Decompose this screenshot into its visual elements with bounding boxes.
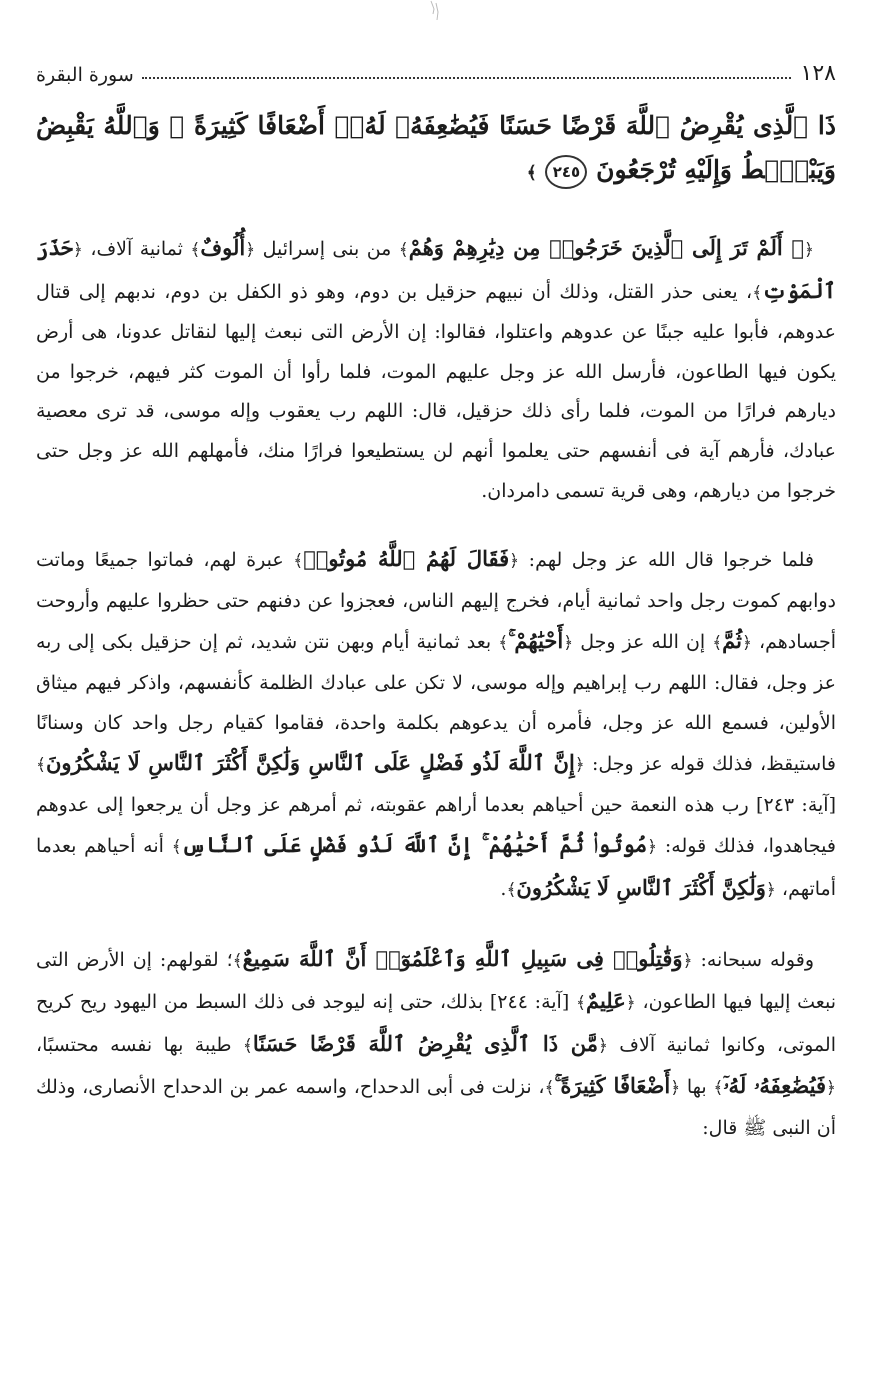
quran-quote: ثُمَّ — [722, 628, 742, 654]
commentary-text: . — [500, 877, 507, 900]
ornamental-bracket: ﴿ — [670, 1078, 681, 1099]
commentary-text: فلما خرجوا قال الله عز وجل لهم: — [519, 549, 814, 572]
commentary-text: طيبة بها نفسه محتسبًا، — [36, 1033, 243, 1056]
quran-quote: فَقَالَ لَهُمُ ٱللَّهُ مُوتُوا۟ — [303, 546, 510, 572]
ornamental-bracket: ﴿ — [245, 240, 256, 260]
ornamental-bracket: ﴿ — [765, 879, 776, 900]
ornamental-bracket: ﴾ — [544, 1078, 555, 1099]
quran-quote: مَّن ذَا ٱلَّذِى يُقْرِضُ ٱللَّهَ قَرْضًا حَسَنًا — [252, 1030, 598, 1056]
commentary-text: أنه أحياهم بعدما أماتهم، — [36, 835, 836, 900]
commentary-text: [آية: ٢٤٤] بذلك، حتى إنه ليوجد فى ذلك السبط من اليهود ريح كريح الموتى، وكانوا ثمانية آلاف — [36, 991, 836, 1056]
ornamental-bracket: ﴾ — [398, 240, 409, 260]
ornamental-bracket: ﴿ — [563, 633, 574, 654]
quran-quote: أَضْعَافًا كَثِيرَةً ۚ — [554, 1073, 671, 1099]
commentary-text: ثمانية آلاف، — [82, 238, 191, 260]
quran-quote: فَيُضَٰعِفَهُۥ لَهُۥٓ — [723, 1073, 827, 1099]
quran-verse-text: ذَا ٱلَّذِى يُقْرِضُ ٱللَّهَ قَرْضًا حَسَنًا فَيُضَٰعِفَهُۥ لَهُۥٓ أَضْعَافًا كَثِيرَةً ۚ وَٱللَّهُ يَقْبِضُ وَيَبْصُۜطُ وَإِلَيْهِ تُرْجَعُونَ — [36, 111, 836, 184]
page-number: ١٢٨ — [800, 61, 836, 86]
ornamental-bracket: ﴾ — [242, 1035, 253, 1056]
ornamental-bracket: ﴾ — [36, 755, 46, 776]
commentary-paragraph-3 — [36, 939, 836, 1149]
page — [36, 52, 836, 1148]
quran-quote: إِنَّ ٱللَّهَ لَذُو فَضْلٍ عَلَى ٱلنَّاسِ وَلَٰكِنَّ أَكْثَرَ ٱلنَّاسِ لَا يَشْكُرُونَ — [45, 750, 575, 776]
commentary-paragraph-1 — [36, 228, 836, 511]
quran-verse-continuation — [36, 104, 836, 195]
ornamental-bracket: ﴾ — [506, 879, 517, 900]
ornamental-bracket: ﴿ — [509, 551, 520, 572]
scan-mark — [428, 0, 442, 22]
commentary-text: وقوله سبحانه: — [692, 948, 815, 971]
commentary-text: من بنى إسرائيل — [255, 238, 399, 260]
ornamental-bracket: ﴾ — [232, 950, 243, 971]
running-header — [36, 52, 836, 86]
ornamental-bracket: ﴿ — [682, 950, 693, 971]
commentary-text: عبرة لهم، فماتوا جميعًا وماتت دوابهم كموت رجل واحد ثمانية أيام، فخرج إليهم الناس، فعجزوا عن دفنهم حتى حظروا عليهم وأروحت أجسادهم، — [36, 549, 837, 654]
ornamental-bracket: ﴾ — [190, 240, 201, 260]
quran-quote: أُلُوفٌ — [200, 235, 246, 260]
commentary-text: ؛ لقولهم: إن الأرض التى نبعث إليها فيها الطاعون، — [36, 948, 836, 1014]
commentary-text: [آية: ٢٤٣] رب هذه النعمة حين أحياهم بعدما أراهم عقوبته، ثم أمرهم عز وجل أن يرجعوا إلى عدوهم فيجاهدوا، فذلك قوله: — [36, 793, 836, 858]
quran-quote: ۞ أَلَمْ تَرَ إِلَى ٱلَّذِينَ خَرَجُوا۟ مِن دِيَٰرِهِمْ وَهُمْ — [408, 235, 805, 260]
ornamental-bracket: ﴿ — [742, 633, 752, 654]
ayah-number-marker: ٢٤٥ — [545, 155, 587, 189]
ornamental-bracket: ﴿ — [72, 240, 83, 260]
commentary-text: ، نزلت فى أبى الدحداح، واسمه عمر بن الدحداح الأنصارى، وذلك أن النبى ﷺ قال: — [36, 1076, 836, 1139]
commentary-text: بعد ثمانية أيام وبهن نتن شديد، ثم إن حزقيل بكى إلى ربه عز وجل، فقال: اللهم رب إبراهيم وإله موسى، لا تكن على عبادك الظلمة كأنفسهم، واذكر فيهم ميثاق الأولين، فسمع الله عز وجل، فأمره أن يدعوهم بكلمة واحدة، فقاموا كقيام رجل واحد كان وسنانًا فاستيقظ، فذلك قوله عز وجل: — [36, 631, 836, 776]
commentary-text: بها — [680, 1076, 714, 1099]
ornamental-bracket: ﴾ — [752, 282, 763, 303]
quran-quote: أَحْيَٰهُمْ ۚ — [508, 628, 564, 654]
ornamental-bracket: ﴾ — [293, 551, 304, 572]
quran-quote: وَلَٰكِنَّ أَكْثَرَ ٱلنَّاسِ لَا يَشْكُرُونَ — [516, 874, 766, 900]
ornamental-bracket: ﴾ — [713, 1078, 724, 1099]
ornamental-bracket: ﴿ — [647, 837, 658, 858]
surah-name: سورة البقرة — [36, 64, 134, 86]
ornamental-bracket: ﴾ — [498, 633, 509, 654]
ornamental-bracket: ﴾ — [171, 837, 182, 858]
quran-quote: مُوتُوا۟ ثُمَّ أَحْيَٰهُمْ ۚ إِنَّ ٱللَّهَ لَذُو فَضْلٍ عَلَى ٱلنَّاسِ — [181, 832, 648, 858]
ornamental-bracket: ﴾ — [576, 993, 586, 1014]
ornamental-bracket: ﴿ — [625, 993, 636, 1014]
quran-quote: عَلِيمٌ — [585, 988, 626, 1014]
ornamental-bracket: ﴿ — [597, 1035, 608, 1056]
ornamental-bracket: ﴿ — [804, 240, 815, 260]
quran-quote: حَذَرَ ٱلْمَوْتِ — [36, 235, 836, 303]
commentary-text: ، يعنى حذر القتل، وذلك أن نبيهم حزقيل بن دوم، وهو ذو الكفل بن دوم، ندبهم إلى قتال عدوهم، فأبوا عليه جبنًا عن عدوهم واعتلوا، فقالوا: إن الأرض التى نبعث إليها لنقاتل عدونا، هى أرض يكون فيها الطاعون، فأرسل الله عز وجل عليهم الموت، فلما رأوا أن الموت كثر فيهم، خرجوا من ديارهم فرارًا من الموت، فلما رأى ذلك حزقيل، قال: اللهم رب يعقوب وإله موسى، قد ترى معصية عبادك، فأرهم آية فى أنفسهم حتى يعلموا أنهم لن يستطيعوا فرارًا منك، فأمهلهم الله عز وجل حتى خرجوا من ديارهم، وهى قرية تسمى دامردان. — [36, 280, 836, 502]
ornamental-bracket: ﴿ — [826, 1078, 836, 1099]
ornamental-bracket: ﴿ — [574, 755, 585, 776]
commentary-text: إن الله عز وجل — [573, 631, 713, 654]
header-dotted-leader — [142, 77, 791, 79]
quran-quote: وَقَٰتِلُوا۟ فِى سَبِيلِ ٱللَّهِ وَٱعْلَمُوٓا۟ أَنَّ ٱللَّهَ سَمِيعٌ — [242, 945, 683, 971]
ornamental-bracket: ﴾ — [526, 163, 537, 183]
ornamental-bracket: ﴾ — [712, 633, 723, 654]
commentary-paragraph-2 — [36, 539, 836, 910]
